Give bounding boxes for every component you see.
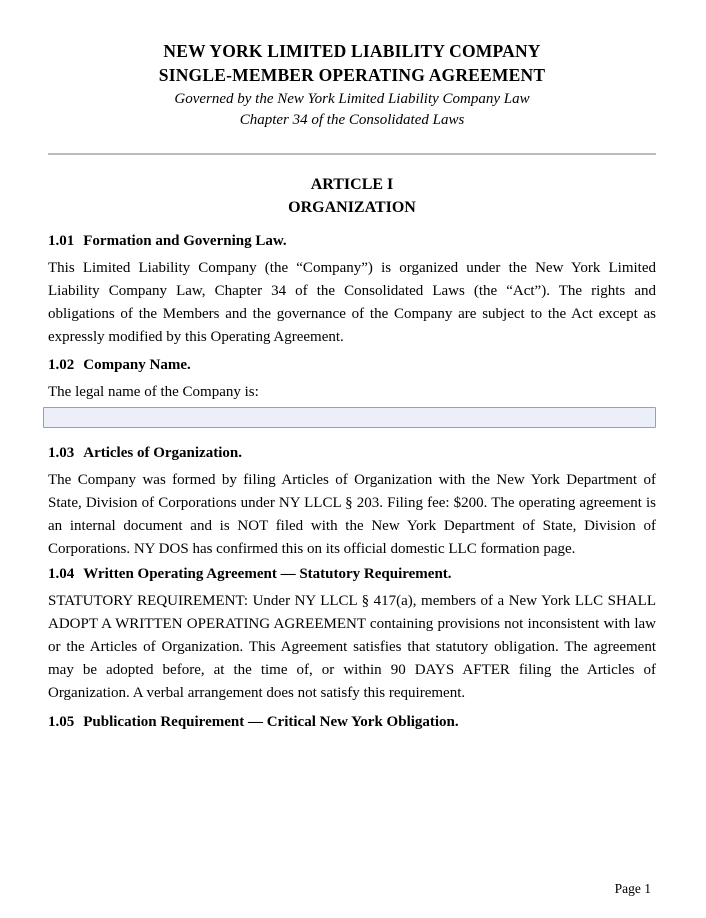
document-subtitle-block: [48, 89, 656, 131]
section-title: Written Operating Agreement — Statutory Requirement.: [83, 566, 452, 582]
section-1-03: [48, 442, 656, 561]
article-heading-block: [48, 173, 656, 219]
section-1-05: [48, 711, 656, 734]
article-title: ORGANIZATION: [288, 199, 416, 216]
section-1-04: [48, 563, 656, 705]
section-number: 1.04: [48, 566, 75, 582]
section-number: 1.03: [48, 445, 75, 461]
document-title-line2: SINGLE-MEMBER OPERATING AGREEMENT: [158, 65, 546, 85]
document-title-line1: NEW YORK LIMITED LIABILITY COMPANY: [163, 41, 541, 61]
section-1-02: [48, 354, 656, 428]
section-paragraph: The Company was formed by filing Articles of Organization with the New York Department of State, Division of Corporations under NY LLCL § 203. Filing fee: $200. The operating agreement is an internal document and is NOT filed with the New York Department of State, Division of Corporations. NY DOS has confirmed this on its official domestic LLC formation page.: [48, 472, 656, 557]
section-number: 1.05: [48, 714, 75, 730]
section-heading: [48, 354, 656, 377]
section-heading: [48, 442, 656, 465]
section-title: Articles of Organization.: [83, 445, 242, 461]
section-title: Company Name.: [83, 357, 191, 373]
section-number: 1.01: [48, 233, 75, 249]
company-name-input[interactable]: [43, 407, 656, 428]
section-1-01: [48, 230, 656, 349]
section-heading: [48, 711, 656, 734]
horizontal-rule: [48, 153, 656, 155]
document-subtitle-line2: Chapter 34 of the Consolidated Laws: [239, 112, 465, 128]
page-number: Page 1: [614, 881, 651, 896]
section-title: Publication Requirement — Critical New York Obligation.: [83, 714, 459, 730]
section-paragraph: STATUTORY REQUIREMENT: Under NY LLCL § 417(a), members of a New York LLC SHALL ADOPT A WRITTEN OPERATING AGREEMENT containing provisions not inconsistent with law or the Articles of Organization. This Agreement satisfies that statutory obligation. The agreement may be adopted before, at the time of, or within 90 DAYS AFTER filing the Articles of Organization. A verbal arrangement does not satisfy this requirement.: [48, 593, 656, 701]
article-label: ARTICLE I: [310, 176, 394, 193]
section-paragraph: The legal name of the Company is:: [48, 384, 259, 400]
document-subtitle-line1: Governed by the New York Limited Liability Company Law: [174, 91, 530, 107]
section-paragraph: This Limited Liability Company (the “Company”) is organized under the New York Limited Liability Company Law, Chapter 34 of the Consolidated Laws (the “Act”). The rights and obligations of the Members and the governance of the Company are subject to the Act except as expressly modified by this Operating Agreement.: [48, 260, 656, 345]
document-title-block: [48, 39, 656, 87]
section-heading: [48, 230, 656, 253]
section-title: Formation and Governing Law.: [83, 233, 287, 249]
section-number: 1.02: [48, 357, 75, 373]
section-heading: [48, 563, 656, 586]
